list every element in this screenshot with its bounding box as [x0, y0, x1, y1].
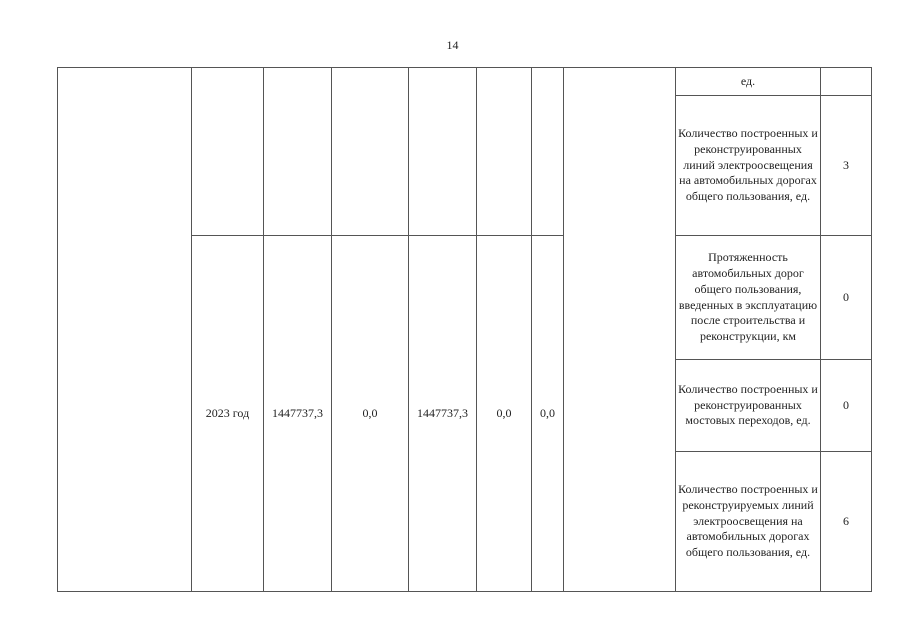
indicator-value: 3 [821, 96, 872, 236]
indicator-name: ед. [676, 68, 821, 96]
local-cell-empty [477, 68, 532, 236]
year-cell: 2023 год [192, 236, 264, 592]
indicator-name: Протяженность автомобильных дорог общего пользования, введенных в эксплуатацию после строительства и реконструкции, км [676, 236, 821, 360]
indicator-value: 6 [821, 452, 872, 592]
federal-cell-empty [332, 68, 409, 236]
regional-amount-cell: 1447737,3 [409, 236, 477, 592]
local-amount-cell: 0,0 [477, 236, 532, 592]
federal-amount-cell: 0,0 [332, 236, 409, 592]
program-name-cell [58, 68, 192, 592]
indicator-value [821, 68, 872, 96]
program-table [57, 67, 872, 592]
executor-cell [564, 68, 676, 592]
other-amount-cell: 0,0 [532, 236, 564, 592]
indicator-name: Количество построенных и реконструированных линий электроосвещения на автомобильных дорогах общего пользования, ед. [676, 96, 821, 236]
indicator-name: Количество построенных и реконструированных мостовых переходов, ед. [676, 360, 821, 452]
regional-cell-empty [409, 68, 477, 236]
indicator-name: Количество построенных и реконструируемых линий электроосвещения на автомобильных дорогах общего пользования, ед. [676, 452, 821, 592]
table-row [58, 68, 872, 96]
total-cell-empty [264, 68, 332, 236]
period-cell-empty [192, 68, 264, 236]
indicator-value: 0 [821, 236, 872, 360]
page-number: 14 [446, 38, 459, 52]
other-cell-empty [532, 68, 564, 236]
indicator-value: 0 [821, 360, 872, 452]
total-amount-cell: 1447737,3 [264, 236, 332, 592]
